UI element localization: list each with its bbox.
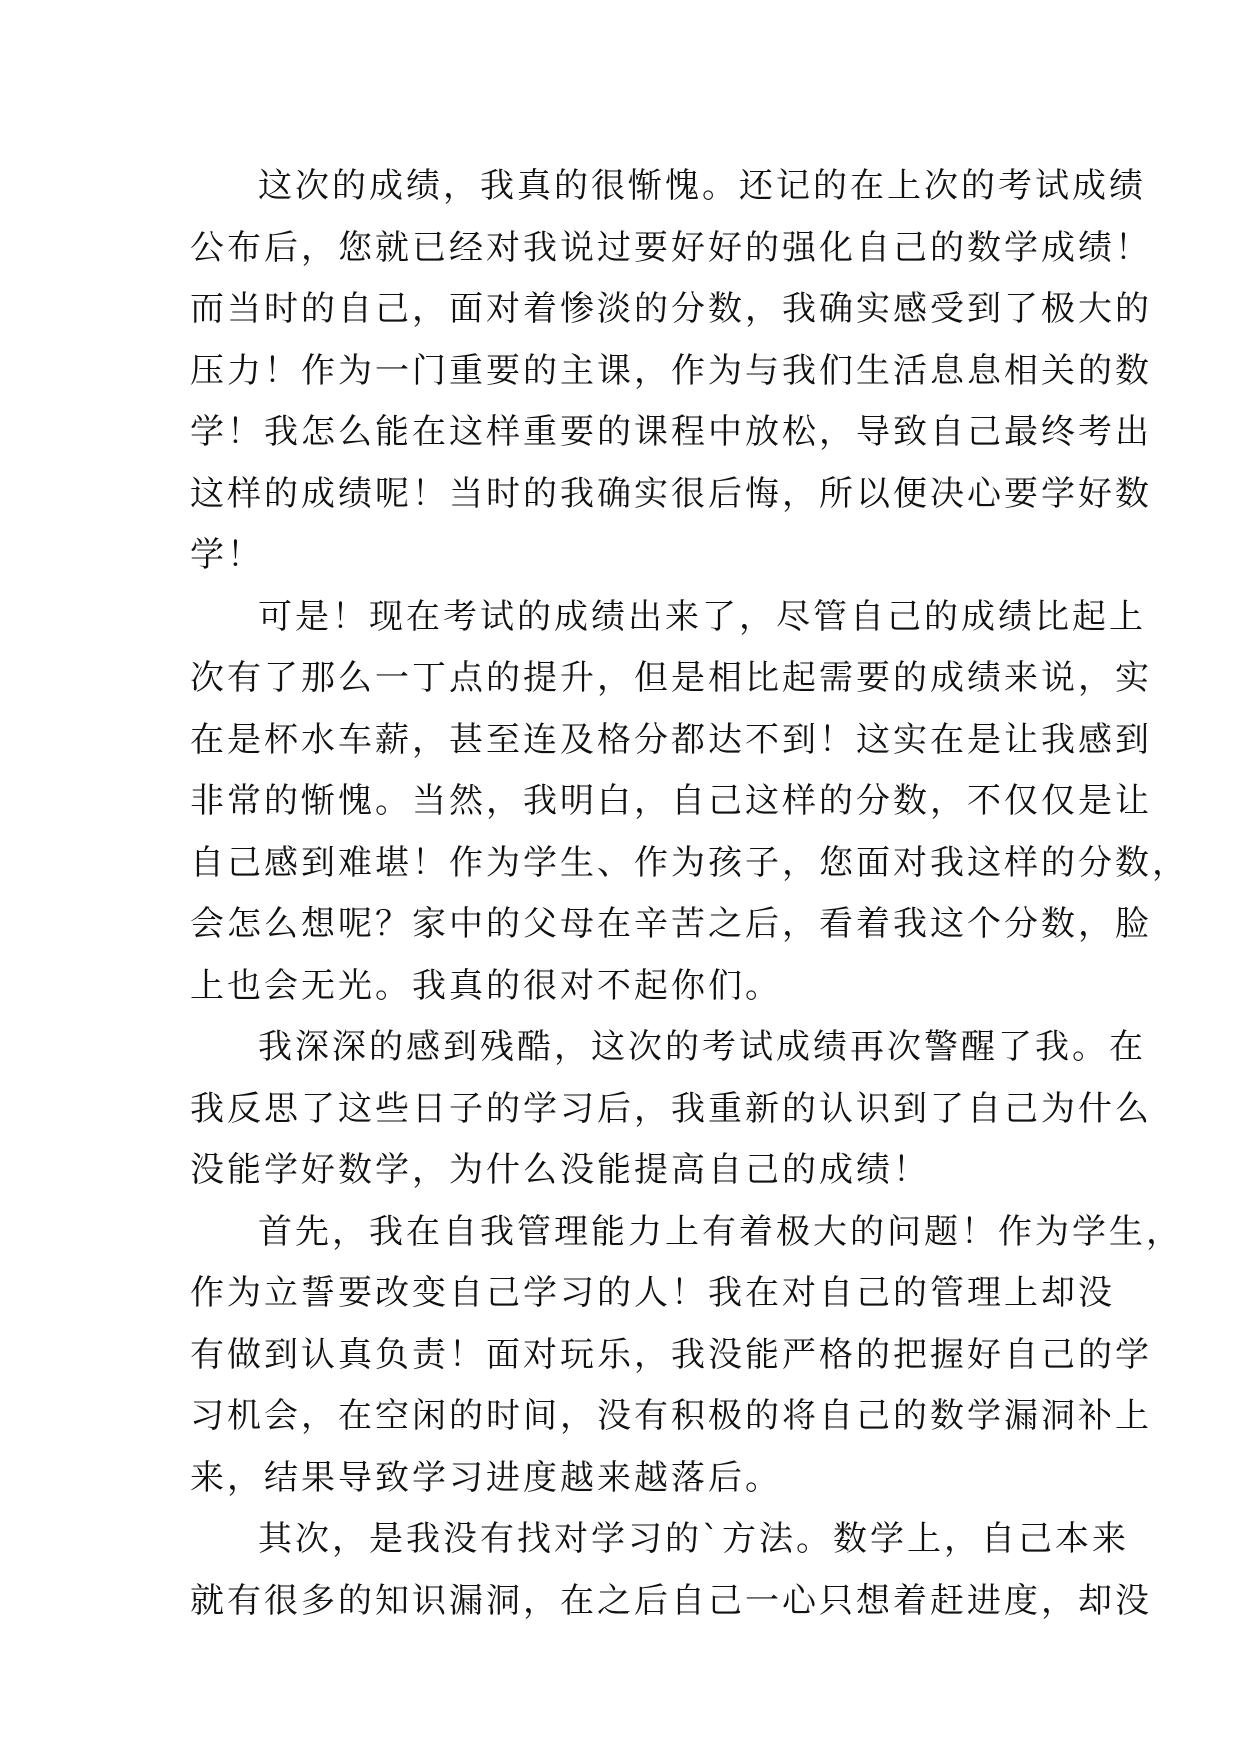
text-line: 我反思了这些日子的学习后，我重新的认识到了自己为什么 [190, 1088, 1152, 1129]
paragraph-3 [190, 1017, 1152, 1202]
text-line: 学！我怎么能在这样重要的课程中放松，导致自己最终考出 [190, 412, 1152, 452]
text-line: 在是杯水车薪，甚至连及格分都达不到！这实在是让我感到 [190, 719, 1152, 760]
text-line: 公布后，您就已经对我说过要好好的强化自己的数学成绩！ [190, 227, 1152, 268]
text-line: 来，结果导致学习进度越来越落后。 [190, 1457, 782, 1498]
text-line: 作为立誓要改变自己学习的人！我在对自己的管理上却没 [190, 1273, 1115, 1313]
text-line: 其次，是我没有找对学习的`方法。数学上，自己本来 [258, 1519, 1129, 1559]
text-line: 有做到认真负责！面对玩乐，我没能严格的把握好自己的学 [190, 1334, 1152, 1375]
text-line: 自己感到难堪！作为学生、作为孩子，您面对我这样的分数， [190, 842, 1189, 883]
text-line: 就有很多的知识漏洞，在之后自己一心只想着赶进度，却没 [190, 1580, 1152, 1621]
paragraph-5 [190, 1509, 1152, 1632]
text-line: 上也会无光。我真的很对不起你们。 [190, 965, 782, 1006]
text-line: 可是！现在考试的成绩出来了，尽管自己的成绩比起上 [258, 596, 1146, 637]
text-line: 次有了那么一丁点的提升，但是相比起需要的成绩来说，实 [190, 658, 1152, 698]
text-line: 而当时的自己，面对着惨淡的分数，我确实感受到了极大的 [190, 289, 1152, 329]
text-line: 压力！作为一门重要的主课，作为与我们生活息息相关的数 [190, 350, 1152, 391]
text-line: 我深深的感到残酷，这次的考试成绩再次警醒了我。在 [258, 1027, 1146, 1067]
text-line: 首先，我在自我管理能力上有着极大的问题！作为学生， [258, 1211, 1183, 1252]
paragraph-1 [190, 156, 1152, 587]
text-line: 非常的惭愧。当然，我明白，自己这样的分数，不仅仅是让 [190, 781, 1152, 821]
text-line: 这次的成绩，我真的很惭愧。还记的在上次的考试成绩 [258, 166, 1146, 206]
text-line: 没能学好数学，为什么没能提高自己的成绩！ [190, 1150, 930, 1190]
paragraph-2 [190, 587, 1189, 1018]
text-line: 这样的成绩呢！当时的我确实很后悔，所以便决心要学好数 [190, 473, 1152, 514]
text-line: 习机会，在空闲的时间，没有积极的将自己的数学漏洞补上 [190, 1396, 1152, 1436]
text-line: 会怎么想呢？家中的父母在辛苦之后，看着我这个分数，脸 [190, 904, 1152, 944]
text-line: 学！ [190, 535, 264, 575]
document-body [190, 156, 1189, 1632]
paragraph-4 [190, 1202, 1183, 1510]
